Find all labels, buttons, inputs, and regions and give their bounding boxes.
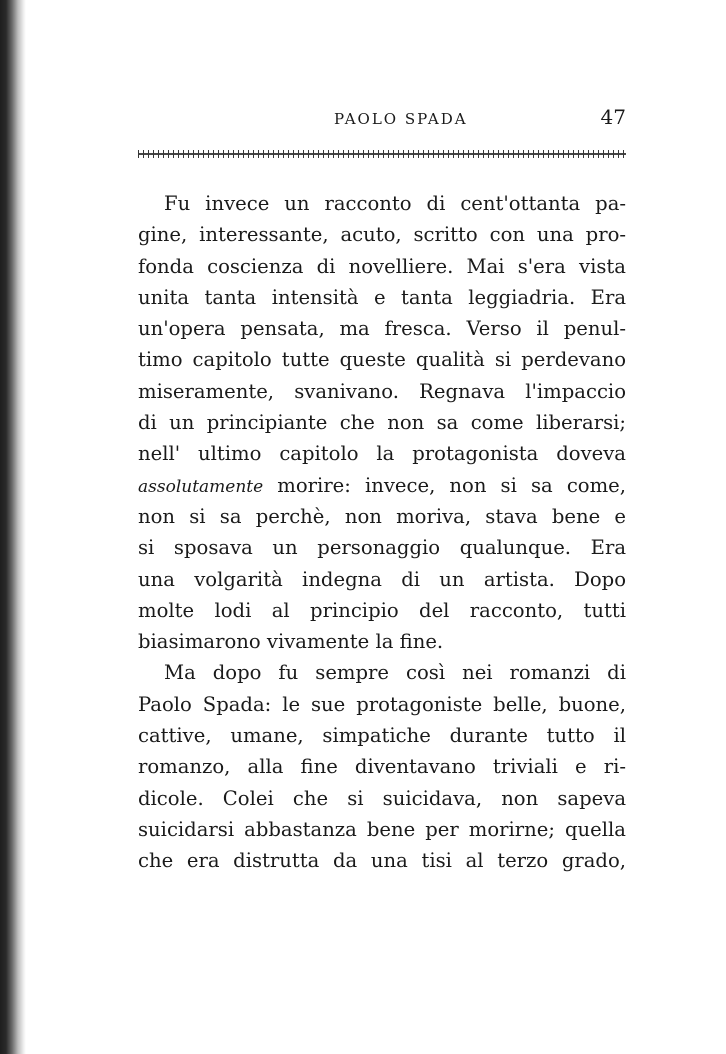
book-page [138, 100, 626, 877]
text-line: una volgarità indegna di un artista. Dopo [138, 567, 626, 591]
text-line: non si sa perchè, non moriva, stava bene e [138, 504, 626, 528]
page-header [138, 100, 626, 130]
text-line: unita tanta intensità e tanta leggiadria. Era [138, 285, 626, 309]
text-line: un'opera pensata, ma fresca. Verso il penul- [138, 317, 626, 341]
italic-word: assolutamente [138, 476, 264, 497]
text-line: Paolo Spada: le sue protagoniste belle, buone, [138, 692, 626, 716]
text-line: fonda coscienza di novelliere. Mai s'era vista [138, 254, 626, 278]
text-line: dicole. Colei che si suicidava, non sapeva [138, 786, 626, 810]
text-line: Fu invece un racconto di cent'ottanta pa- [164, 192, 626, 215]
text-line: romanzo, alla fine diventavano triviali e ri- [138, 755, 626, 779]
text-line: di un principiante che non sa come liberarsi; [138, 411, 626, 435]
book-spine-shadow [0, 0, 26, 1054]
running-title: PAOLO SPADA [334, 110, 468, 128]
text-line: suicidarsi abbastanza bene per morirne; quella [138, 817, 626, 841]
text-line: molte lodi al principio del racconto, tutti [138, 598, 626, 622]
page-number: 47 [600, 105, 626, 129]
header-ornament-rule [138, 150, 626, 158]
body-text [138, 188, 626, 877]
text-line: cattive, umane, simpatiche durante tutto il [138, 724, 626, 748]
text-line: miseramente, svanivano. Regnava l'impaccio [138, 379, 626, 403]
text-line: che era distrutta da una tisi al terzo grado, [138, 849, 626, 873]
text-line: si sposava un personaggio qualunque. Era [138, 536, 626, 560]
text-line: biasimarono vivamente la fine. [138, 630, 444, 654]
text-line: timo capitolo tutte queste qualità si perdevano [138, 348, 626, 372]
text-line: Ma dopo fu sempre così nei romanzi di [164, 661, 626, 685]
text-line-with-italic [138, 470, 626, 501]
text-line: nell' ultimo capitolo la protagonista doveva [138, 442, 626, 466]
text-line: gine, interessante, acuto, scritto con una pro- [138, 223, 626, 247]
text-line-rest: morire: invece, non si sa come, [263, 473, 626, 497]
